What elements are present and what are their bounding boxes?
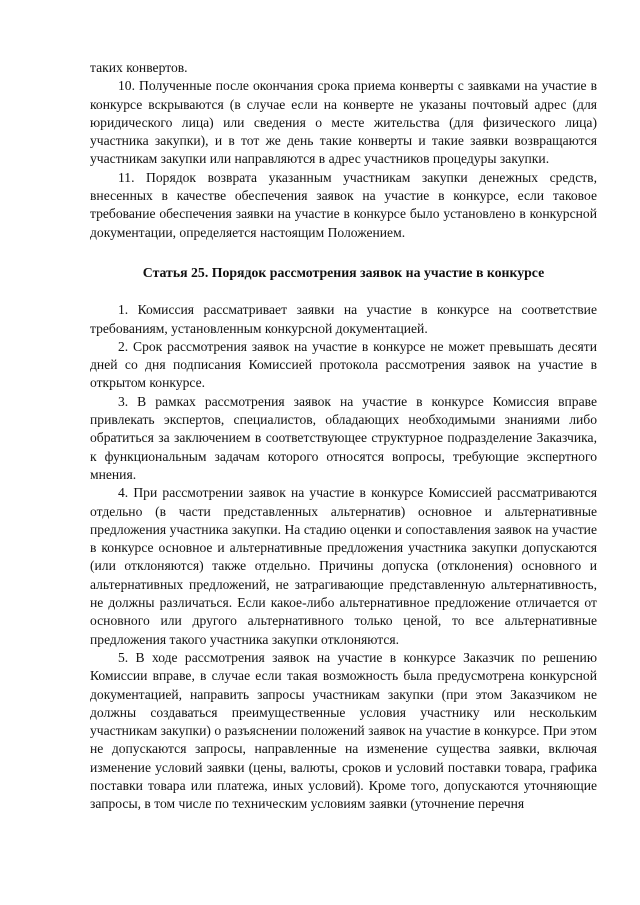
paragraph-lead: таких конвертов. bbox=[90, 60, 188, 75]
article-item-2: 2. Срок рассмотрения заявок на участие в конкурсе не может превышать десяти дней со дня подписания Комиссией протокола рассмотрения заявок на участие в открытом конкурсе. bbox=[90, 338, 597, 391]
paragraph-11: 11. Порядок возврата указанным участникам закупки денежных средств, внесенных в качестве обеспечения заявок на участие в конкурсе, если таковое требование обеспечения заявки на участие в конкурсе было установлено в конкурсной документации, определяется настоящим Положением. bbox=[90, 169, 597, 240]
paragraph-10: 10. Полученные после окончания срока приема конверты с заявками на участие в конкурсе вскрываются (в случае если на конверте не указаны почтовый адрес (для юридического лица) или сведения о месте жительства (для физического лица) участника закупки), и в тот же день такие конверты и такие заявки возвращаются участникам закупки или направляются в адрес участников процедуры закупки. bbox=[90, 78, 597, 167]
article-item-4: 4. При рассмотрении заявок на участие в конкурсе Комиссией рассматриваются отдельно (в части представленных альтернатив) основное и альтернативные предложения участника закупки. На стадию оценки и сопоставления заявок на участие в конкурсе основное и альтернативные предложения участника закупки допускаются (или отклоняются) также отдельно. Причины допуска (отклонения) основного и альтернативных предложений, не затрагивающие представленную альтернативность, не должны различаться. Если какое-либо альтернативное предложение отличается от основного или другого альтернативного только ценой, то все альтернативные предложения такого участника закупки отклоняются. bbox=[90, 485, 597, 647]
document-body bbox=[90, 59, 597, 814]
article-item-5: 5. В ходе рассмотрения заявок на участие в конкурсе Заказчик по решению Комиссии вправе, в случае если такая возможность была предусмотрена конкурсной документацией, направить запросы участникам закупки (при этом Заказчиком не должны создаваться преимущественные условия участнику или нескольким участникам закупки) о разъяснении положений заявок на участие в конкурсе. При этом не допускаются запросы, направленные на изменение существа заявки, включая изменение условий заявки (цены, валюты, сроков и условий поставки товара, графика поставки товара или платежа, иных условий). Кроме того, допускаются уточняющие запросы, в том числе по техническим условиям заявки (уточнение перечня bbox=[90, 649, 597, 812]
spacer bbox=[90, 282, 597, 301]
spacer bbox=[90, 242, 597, 264]
article-item-1: 1. Комиссия рассматривает заявки на участие в конкурсе на соответствие требованиям, установленным конкурсной документацией. bbox=[90, 302, 597, 336]
article-item-3: 3. В рамках рассмотрения заявок на участие в конкурсе Комиссия вправе привлекать экспертов, специалистов, обладающих необходимыми знаниями либо обратиться за заключением в соответствующее структурное подразделение Заказчика, к функциональным задачам которого относятся вопросы, требующие экспертного мнения. bbox=[90, 393, 597, 482]
article-heading: Статья 25. Порядок рассмотрения заявок на участие в конкурсе bbox=[142, 264, 545, 280]
